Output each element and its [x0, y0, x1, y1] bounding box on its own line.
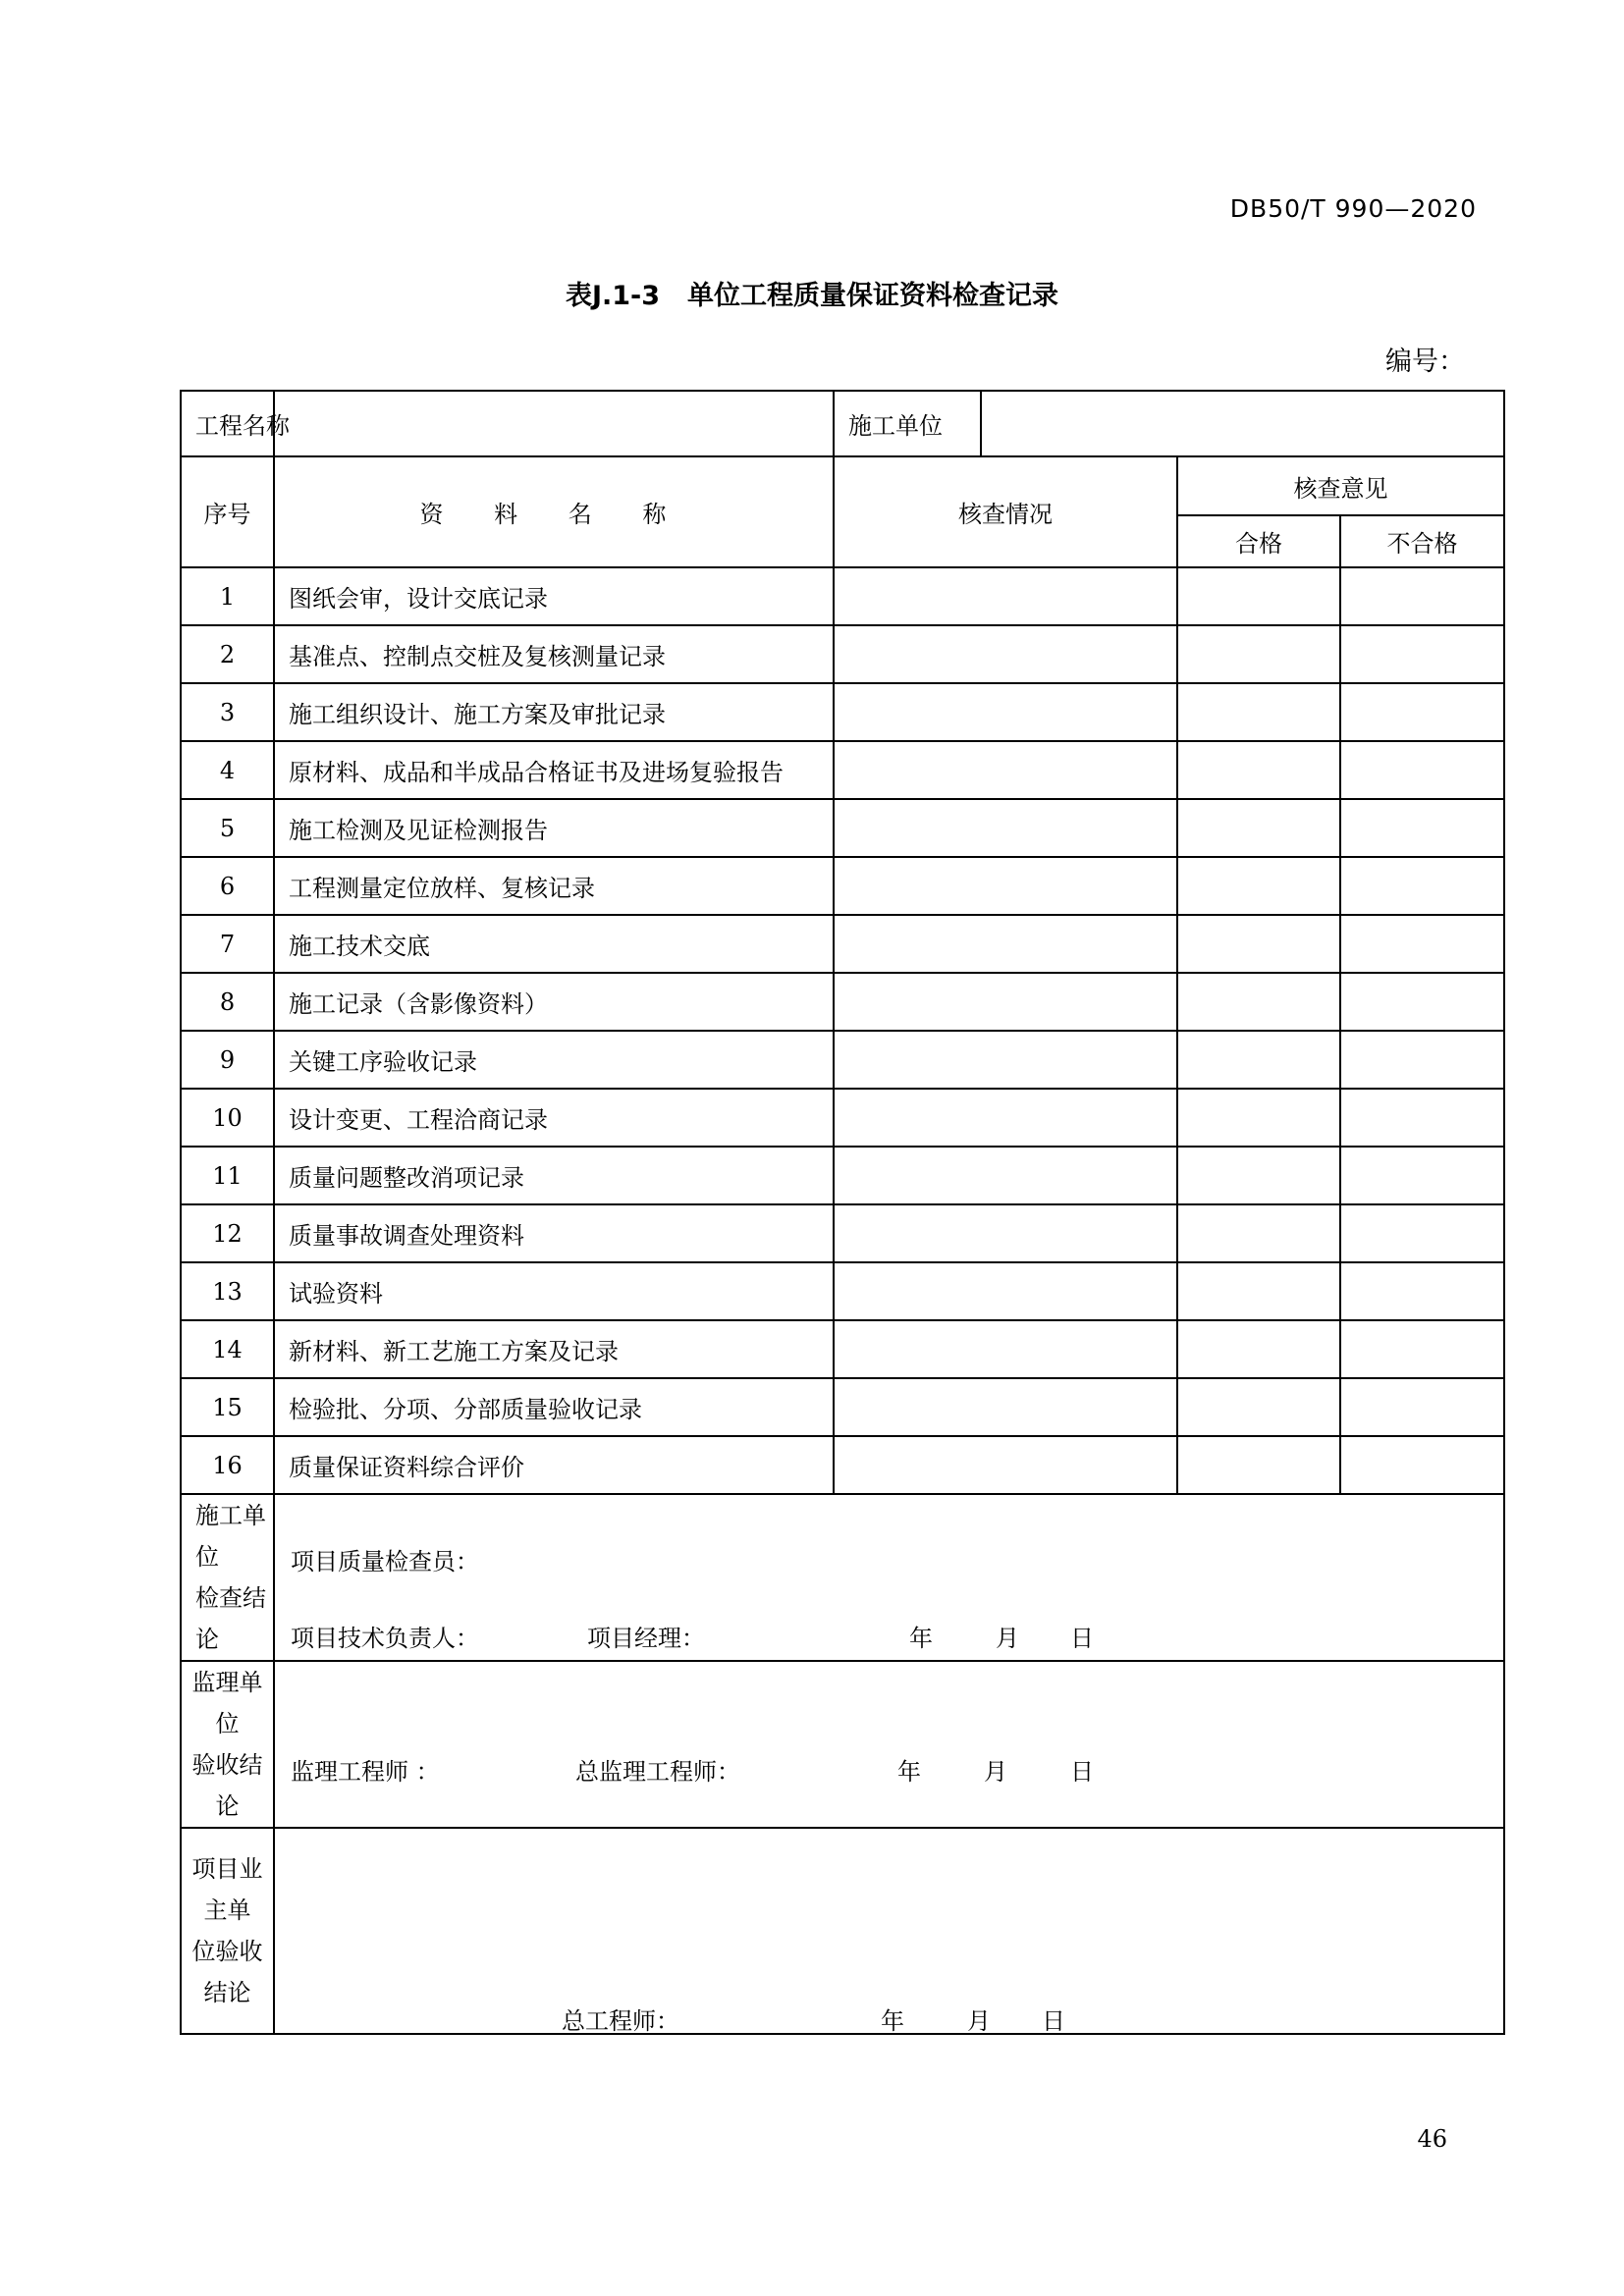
- row-pass-cell[interactable]: [1177, 1204, 1340, 1262]
- row-check-status-cell[interactable]: [834, 1089, 1177, 1147]
- row-number: 14: [181, 1320, 274, 1378]
- month-label: 月: [984, 1758, 1007, 1786]
- table-row: [181, 683, 1504, 741]
- construction-sign-line: [291, 1619, 1094, 1653]
- construction-inspector-line: [291, 1542, 479, 1576]
- row-fail-cell[interactable]: [1340, 915, 1504, 973]
- row-fail-cell[interactable]: [1340, 1031, 1504, 1089]
- row-number: 4: [181, 741, 274, 799]
- row-check-status-cell[interactable]: [834, 799, 1177, 857]
- table-row: [181, 915, 1504, 973]
- table-row: [181, 1436, 1504, 1494]
- col-seq-header: 序号: [181, 456, 274, 567]
- col-fail-header: 不合格: [1340, 515, 1504, 567]
- row-document-name: 质量事故调查处理资料: [274, 1204, 834, 1262]
- table-row: [181, 1262, 1504, 1320]
- row-fail-cell[interactable]: [1340, 973, 1504, 1031]
- row-pass-cell[interactable]: [1177, 915, 1340, 973]
- construction-conclusion-label: 施工单位 检查结论: [181, 1494, 274, 1661]
- row-number: 1: [181, 567, 274, 625]
- row-check-status-cell[interactable]: [834, 567, 1177, 625]
- table-row: [181, 973, 1504, 1031]
- table-row: [181, 857, 1504, 915]
- table-number: 表J.1-3: [565, 281, 661, 311]
- row-check-status-cell[interactable]: [834, 741, 1177, 799]
- row-number: 2: [181, 625, 274, 683]
- row-pass-cell[interactable]: [1177, 1320, 1340, 1378]
- year-label: 年: [909, 1625, 933, 1652]
- row-fail-cell[interactable]: [1340, 1320, 1504, 1378]
- row-fail-cell[interactable]: [1340, 1378, 1504, 1436]
- month-label: 月: [996, 1625, 1019, 1652]
- row-fail-cell[interactable]: [1340, 1089, 1504, 1147]
- row-check-status-cell[interactable]: [834, 683, 1177, 741]
- row-document-name: 检验批、分项、分部质量验收记录: [274, 1378, 834, 1436]
- row-document-name: 施工记录（含影像资料）: [274, 973, 834, 1031]
- construction-conclusion-row: [181, 1494, 1504, 1661]
- row-number: 5: [181, 799, 274, 857]
- table-row: [181, 799, 1504, 857]
- row-check-status-cell[interactable]: [834, 857, 1177, 915]
- standard-code: DB50/T 990—2020: [1229, 194, 1477, 223]
- row-pass-cell[interactable]: [1177, 1262, 1340, 1320]
- row-pass-cell[interactable]: [1177, 1378, 1340, 1436]
- row-number: 10: [181, 1089, 274, 1147]
- owner-signature-area[interactable]: [274, 1828, 1504, 2034]
- row-fail-cell[interactable]: [1340, 567, 1504, 625]
- row-document-name: 设计变更、工程洽商记录: [274, 1089, 834, 1147]
- row-pass-cell[interactable]: [1177, 625, 1340, 683]
- row-document-name: 工程测量定位放样、复核记录: [274, 857, 834, 915]
- row-document-name: 质量问题整改消项记录: [274, 1147, 834, 1204]
- row-document-name: 图纸会审，设计交底记录: [274, 567, 834, 625]
- page-number: 46: [1417, 2125, 1447, 2153]
- row-number: 11: [181, 1147, 274, 1204]
- row-check-status-cell[interactable]: [834, 1262, 1177, 1320]
- row-fail-cell[interactable]: [1340, 741, 1504, 799]
- column-header-row: [181, 456, 1504, 515]
- row-pass-cell[interactable]: [1177, 857, 1340, 915]
- row-fail-cell[interactable]: [1340, 857, 1504, 915]
- row-fail-cell[interactable]: [1340, 625, 1504, 683]
- tech-lead-label: 项目技术负责人：: [291, 1625, 479, 1652]
- day-label: 日: [1070, 1625, 1094, 1652]
- row-document-name: 施工检测及见证检测报告: [274, 799, 834, 857]
- row-check-status-cell[interactable]: [834, 1147, 1177, 1204]
- row-pass-cell[interactable]: [1177, 1436, 1340, 1494]
- table-title-text: 单位工程质量保证资料检查记录: [687, 281, 1059, 311]
- row-document-name: 施工组织设计、施工方案及审批记录: [274, 683, 834, 741]
- supervision-conclusion-row: [181, 1661, 1504, 1828]
- table-title: [0, 274, 1624, 312]
- supervision-signature-area[interactable]: [274, 1661, 1504, 1828]
- owner-sign-line: [562, 2002, 1065, 2036]
- chief-engineer-label: 总工程师：: [562, 2007, 679, 2035]
- row-check-status-cell[interactable]: [834, 973, 1177, 1031]
- row-fail-cell[interactable]: [1340, 683, 1504, 741]
- supervision-engineer-label: 监理工程师 ：: [291, 1758, 440, 1786]
- table-row: [181, 1031, 1504, 1089]
- row-check-status-cell[interactable]: [834, 1204, 1177, 1262]
- table-row: [181, 567, 1504, 625]
- table-row: [181, 1147, 1504, 1204]
- row-number: 16: [181, 1436, 274, 1494]
- col-opinion-header: 核查意见: [1177, 456, 1504, 515]
- row-pass-cell[interactable]: [1177, 1031, 1340, 1089]
- table-row: [181, 1378, 1504, 1436]
- table-row: [181, 741, 1504, 799]
- supervision-sign-line: [291, 1752, 1094, 1787]
- row-fail-cell[interactable]: [1340, 799, 1504, 857]
- owner-conclusion-row: [181, 1828, 1504, 2034]
- row-check-status-cell[interactable]: [834, 1378, 1177, 1436]
- construction-unit-value[interactable]: [981, 391, 1504, 456]
- row-document-name: 关键工序验收记录: [274, 1031, 834, 1089]
- day-label: 日: [1042, 2007, 1065, 2035]
- project-row: [181, 391, 1504, 456]
- row-pass-cell[interactable]: [1177, 1147, 1340, 1204]
- row-pass-cell[interactable]: [1177, 567, 1340, 625]
- quality-inspector-label: 项目质量检查员：: [291, 1548, 479, 1575]
- row-number: 13: [181, 1262, 274, 1320]
- row-number: 6: [181, 857, 274, 915]
- project-name-value[interactable]: [274, 391, 834, 456]
- row-pass-cell[interactable]: [1177, 741, 1340, 799]
- row-document-name: 新材料、新工艺施工方案及记录: [274, 1320, 834, 1378]
- owner-conclusion-label: 项目业主单 位验收结论: [181, 1828, 274, 2034]
- row-document-name: 施工技术交底: [274, 915, 834, 973]
- month-label: 月: [967, 2007, 991, 2035]
- row-document-name: 试验资料: [274, 1262, 834, 1320]
- serial-number-label: 编号：: [1385, 347, 1465, 377]
- row-check-status-cell[interactable]: [834, 1320, 1177, 1378]
- col-pass-header: 合格: [1177, 515, 1340, 567]
- row-fail-cell[interactable]: [1340, 1436, 1504, 1494]
- col-name-header: 资 料 名 称: [274, 456, 834, 567]
- row-check-status-cell[interactable]: [834, 625, 1177, 683]
- row-number: 15: [181, 1378, 274, 1436]
- row-pass-cell[interactable]: [1177, 973, 1340, 1031]
- table-row: [181, 1204, 1504, 1262]
- supervision-conclusion-label: 监理单位 验收结论: [181, 1661, 274, 1828]
- construction-unit-label: 施工单位: [834, 391, 981, 456]
- year-label: 年: [881, 2007, 904, 2035]
- row-check-status-cell[interactable]: [834, 1031, 1177, 1089]
- row-document-name: 质量保证资料综合评价: [274, 1436, 834, 1494]
- day-label: 日: [1070, 1758, 1094, 1786]
- col-check-status-header: 核查情况: [834, 456, 1177, 567]
- row-pass-cell[interactable]: [1177, 1089, 1340, 1147]
- row-number: 7: [181, 915, 274, 973]
- row-number: 3: [181, 683, 274, 741]
- project-manager-label: 项目经理：: [587, 1625, 705, 1652]
- row-fail-cell[interactable]: [1340, 1147, 1504, 1204]
- row-fail-cell[interactable]: [1340, 1204, 1504, 1262]
- row-pass-cell[interactable]: [1177, 799, 1340, 857]
- construction-signature-area[interactable]: [274, 1494, 1504, 1661]
- row-check-status-cell[interactable]: [834, 1436, 1177, 1494]
- project-name-label: 工程名称: [181, 391, 274, 456]
- table-row: [181, 1089, 1504, 1147]
- year-label: 年: [897, 1758, 921, 1786]
- inspection-table: [180, 390, 1505, 2035]
- row-pass-cell[interactable]: [1177, 683, 1340, 741]
- row-fail-cell[interactable]: [1340, 1262, 1504, 1320]
- row-number: 12: [181, 1204, 274, 1262]
- row-document-name: 原材料、成品和半成品合格证书及进场复验报告: [274, 741, 834, 799]
- table-row: [181, 625, 1504, 683]
- table-row: [181, 1320, 1504, 1378]
- row-document-name: 基准点、控制点交桩及复核测量记录: [274, 625, 834, 683]
- row-number: 9: [181, 1031, 274, 1089]
- row-number: 8: [181, 973, 274, 1031]
- chief-supervision-engineer-label: 总监理工程师：: [575, 1758, 740, 1786]
- row-check-status-cell[interactable]: [834, 915, 1177, 973]
